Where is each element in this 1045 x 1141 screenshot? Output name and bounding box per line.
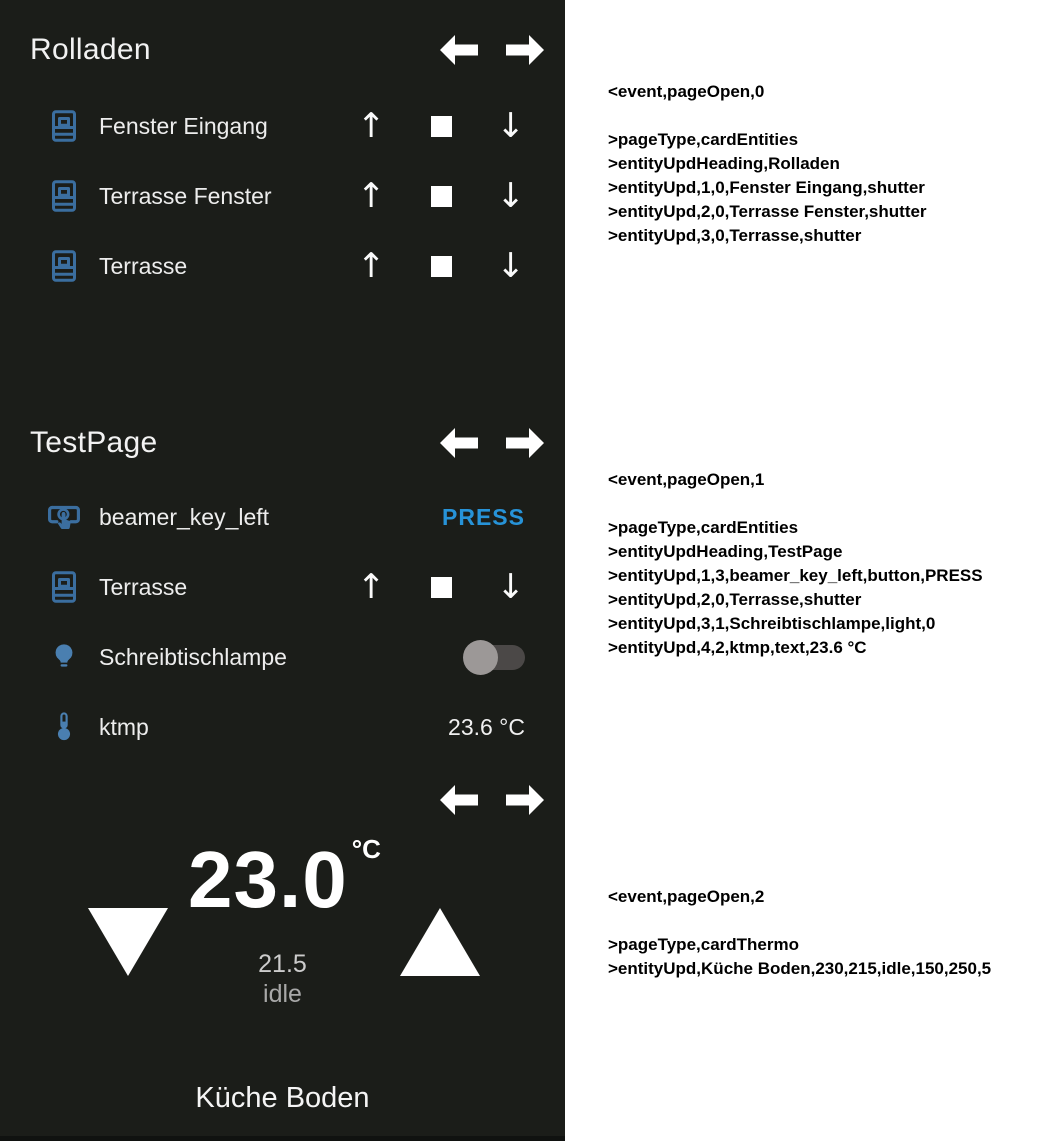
page-prev-arrow-icon[interactable] (439, 34, 479, 66)
page-nav (439, 784, 545, 816)
page-prev-arrow-icon[interactable] (439, 784, 479, 816)
page-next-arrow-icon[interactable] (505, 427, 545, 459)
shutter-up-button[interactable]: ↑ (357, 176, 386, 216)
entity-row-button (0, 482, 565, 552)
page-header (0, 408, 565, 478)
page-next-arrow-icon[interactable] (505, 784, 545, 816)
page-header (0, 15, 565, 85)
serial-event-line: <event,pageOpen,1 (608, 470, 765, 489)
entity-row-light (0, 622, 565, 692)
serial-line: >pageType,cardEntities (608, 518, 799, 537)
window-shutter-icon (45, 247, 83, 285)
current-temperature (0, 834, 565, 924)
serial-line: >entityUpdHeading,TestPage (608, 542, 843, 561)
current-temperature-value: 23.0 (188, 835, 348, 924)
window-shutter-icon (45, 177, 83, 215)
entity-row-shutter (0, 91, 565, 161)
serial-line: >entityUpd,2,0,Terrasse Fenster,shutter (608, 202, 927, 221)
shutter-stop-button[interactable] (431, 116, 452, 137)
window-shutter-icon (45, 568, 83, 606)
page-title: TestPage (30, 426, 158, 459)
serial-line: >entityUpd,3,0,Terrasse,shutter (608, 226, 862, 245)
entity-label: ktmp (99, 713, 149, 740)
target-temperature: 21.5 (258, 950, 307, 978)
page-prev-arrow-icon[interactable] (439, 427, 479, 459)
page-nav (439, 34, 545, 66)
serial-line: >pageType,cardEntities (608, 130, 799, 149)
temperature-unit: °C (351, 834, 381, 864)
light-bulb-icon (45, 640, 83, 674)
entity-label: Fenster Eingang (99, 112, 268, 139)
light-toggle-switch[interactable] (463, 639, 525, 675)
entity-label: Terrasse Fenster (99, 182, 272, 209)
entity-row-shutter (0, 552, 565, 622)
window-shutter-icon (45, 107, 83, 145)
shutter-down-button[interactable]: ↓ (496, 176, 525, 216)
shutter-controls (357, 106, 525, 146)
entity-row-shutter (0, 231, 565, 301)
shutter-stop-button[interactable] (431, 256, 452, 277)
page-nav (439, 427, 545, 459)
serial-line: >entityUpd,Küche Boden,230,215,idle,150,250,5 (608, 959, 992, 978)
card-entities-page-rolladen (0, 0, 565, 400)
toggle-knob (463, 640, 498, 675)
thermostat-entity-name: Küche Boden (195, 1082, 370, 1114)
serial-line: >entityUpd,4,2,ktmp,text,23.6 °C (608, 638, 867, 657)
shutter-down-button[interactable]: ↓ (496, 106, 525, 146)
shutter-down-button[interactable]: ↓ (496, 246, 525, 286)
shutter-up-button[interactable]: ↑ (357, 567, 386, 607)
entity-label: Terrasse (99, 252, 188, 279)
shutter-up-button[interactable]: ↑ (357, 246, 386, 286)
card-thermo-page (0, 768, 565, 1136)
serial-line: >entityUpd,3,1,Schreibtischlampe,light,0 (608, 614, 936, 633)
gesture-tap-button-icon (45, 498, 83, 536)
entity-label: Schreibtischlampe (99, 643, 287, 670)
shutter-down-button[interactable]: ↓ (496, 567, 525, 607)
card-entities-page-testpage (0, 400, 565, 768)
serial-line: >entityUpd,2,0,Terrasse,shutter (608, 590, 862, 609)
page-title: Rolladen (30, 33, 151, 66)
shutter-controls (357, 176, 525, 216)
shutter-controls (357, 567, 525, 607)
thermometer-icon (45, 710, 83, 744)
serial-line: >entityUpd,1,0,Fenster Eingang,shutter (608, 178, 925, 197)
serial-line: >entityUpdHeading,Rolladen (608, 154, 840, 173)
serial-event-line: <event,pageOpen,0 (608, 82, 765, 101)
serial-line: >entityUpd,1,3,beamer_key_left,button,PRESS (608, 566, 983, 585)
serial-event-line: <event,pageOpen,2 (608, 887, 765, 906)
entity-row-text (0, 692, 565, 762)
thermostat-state: idle (263, 980, 302, 1008)
press-button[interactable]: PRESS (442, 503, 525, 530)
serial-log-block-page0 (608, 80, 1045, 248)
serial-log-block-page2 (608, 885, 1045, 981)
sensor-value: 23.6 °C (448, 713, 525, 740)
serial-log-block-page1 (608, 468, 1045, 660)
page-next-arrow-icon[interactable] (505, 34, 545, 66)
shutter-stop-button[interactable] (431, 186, 452, 207)
entity-label: beamer_key_left (99, 503, 270, 530)
shutter-controls (357, 246, 525, 286)
shutter-stop-button[interactable] (431, 577, 452, 598)
entity-label: Terrasse (99, 573, 188, 600)
page-header (0, 768, 565, 832)
shutter-up-button[interactable]: ↑ (357, 106, 386, 146)
serial-line: >pageType,cardThermo (608, 935, 799, 954)
entity-row-shutter (0, 161, 565, 231)
